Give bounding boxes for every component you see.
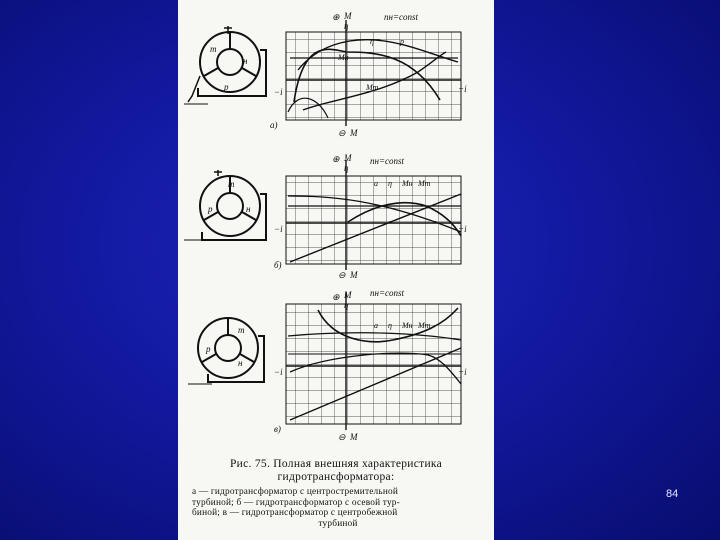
chart-a xyxy=(286,20,461,126)
axis-top-label-a: М xyxy=(344,11,352,21)
slide-number: 84 xyxy=(666,488,679,500)
machine-diagram-b xyxy=(184,170,266,240)
curve-label-c-1: η xyxy=(388,321,392,330)
axis-left-label-a: −i xyxy=(274,87,283,97)
machine-label-t: т xyxy=(210,44,217,54)
machine-label-r: р xyxy=(206,344,211,354)
axis-top2-label-c: η xyxy=(344,300,349,310)
panel-label-c: в) xyxy=(274,424,281,434)
machine-label-n: н xyxy=(243,56,248,66)
curve-label-b-1: η xyxy=(388,179,392,188)
chart-c xyxy=(286,292,461,430)
panel-label-a: a) xyxy=(270,120,278,130)
axis-right-label-c: +i xyxy=(458,367,467,377)
axis-top-label-c: М xyxy=(344,290,352,300)
axis-bottom-label-a: М xyxy=(350,128,358,138)
axis-right-label-b: +i xyxy=(458,224,467,234)
caption-line: биной; в — гидротрансформатор с центробежной xyxy=(192,508,398,518)
curve-label-b-3: Мт xyxy=(418,179,431,188)
caption-line: турбиной xyxy=(318,518,358,529)
caption-title-line-2: гидротрансформатора: xyxy=(277,471,395,483)
caption-line: а — гидротрансформатор с центростремительной xyxy=(192,487,399,497)
curve-label-b-2: Мн xyxy=(402,179,413,188)
caption-title xyxy=(178,458,494,484)
minus-sign-b: ⊖ xyxy=(338,270,346,280)
minus-sign-c: ⊖ xyxy=(338,432,346,442)
axis-bottom-label-b: М xyxy=(350,270,358,280)
panel-c xyxy=(188,288,467,442)
axis-bottom-label-c: М xyxy=(350,432,358,442)
machine-label-n: н xyxy=(238,358,243,368)
machine-label-t: т xyxy=(238,325,245,335)
caption-title-line-1: Рис. 75. Полная внешняя характеристика xyxy=(229,458,443,470)
minus-sign-a: ⊖ xyxy=(338,128,346,138)
caption-body xyxy=(192,487,484,529)
panel-a xyxy=(184,11,467,138)
axis-top2-label-a: η xyxy=(344,21,349,31)
curve-label-c-3: Мт xyxy=(418,321,431,330)
curve-label-a-3: Мт xyxy=(366,83,379,92)
panel-b xyxy=(184,153,467,280)
curve-label-c-2: Мн xyxy=(402,321,413,330)
scanned-page xyxy=(178,0,494,540)
machine-label-n: н xyxy=(246,204,251,214)
curve-label-c-0: а xyxy=(374,321,378,330)
plus-sign-c: ⊕ xyxy=(332,292,340,302)
caption-line: турбиной; б — гидротрансформатор с осевой тур- xyxy=(192,497,400,508)
grid-b xyxy=(286,176,461,264)
machine-label-r: р xyxy=(224,82,229,92)
curve-label-a-0: η xyxy=(370,37,374,46)
axis-right-label-a: +i xyxy=(458,84,467,94)
machine-label-t: т xyxy=(228,179,235,189)
axis-top-label-b: М xyxy=(344,153,352,163)
curve-label-b-0: а xyxy=(374,179,378,188)
legend-c: nн=const xyxy=(370,288,405,298)
legend-a: nн=const xyxy=(384,12,419,22)
curve-label-a-1: р xyxy=(400,37,404,46)
curve-label-a-2: Мн xyxy=(338,53,349,62)
axis-left-label-b: −i xyxy=(274,224,283,234)
machine-label-r: р xyxy=(208,204,213,214)
machine-diagram-c xyxy=(188,318,264,384)
plus-sign-b: ⊕ xyxy=(332,154,340,164)
panel-label-b: б) xyxy=(274,260,282,270)
plus-sign-a: ⊕ xyxy=(332,12,340,22)
legend-b: nн=const xyxy=(370,156,405,166)
axis-left-label-c: −i xyxy=(274,367,283,377)
axis-top2-label-b: η xyxy=(344,163,349,173)
chart-b xyxy=(286,160,461,270)
machine-diagram-a xyxy=(184,26,266,104)
